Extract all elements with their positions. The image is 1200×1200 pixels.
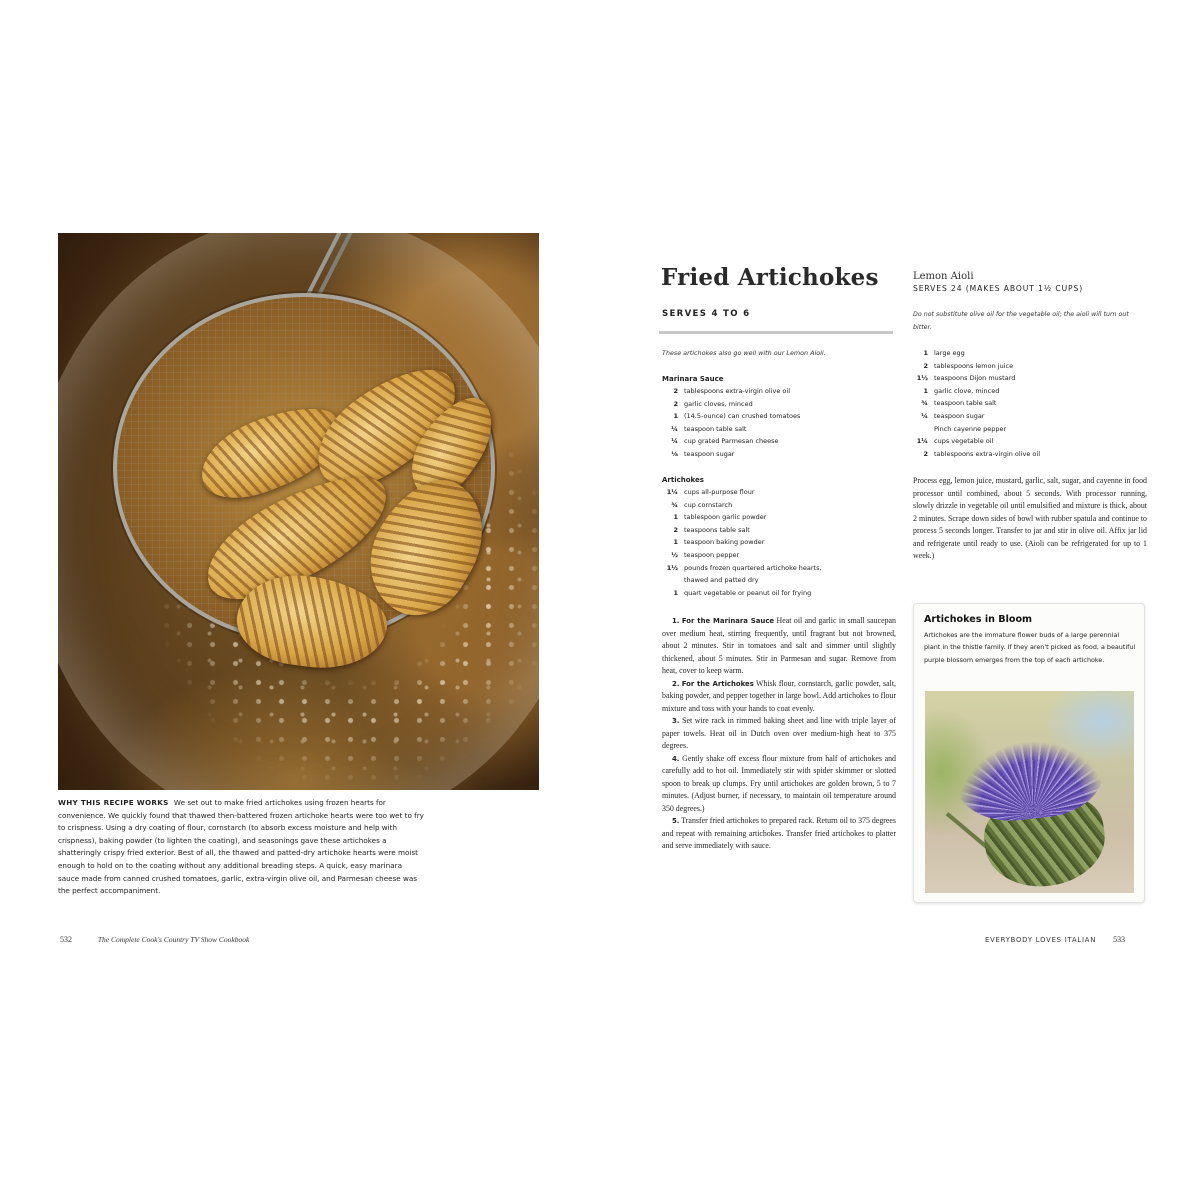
ingredient-row (662, 385, 892, 398)
ingredient-row (912, 372, 1147, 385)
ingredient-qty: 2 (923, 449, 928, 458)
ingredient-row (662, 499, 892, 512)
ingredient-qty: 2 (923, 361, 928, 370)
ingredient-item: cups vegetable oil (934, 437, 994, 446)
ingredient-row (912, 347, 1147, 360)
ingredient-item: teaspoons Dijon mustard (934, 374, 1016, 383)
step-text: Whisk flour, cornstarch, garlic powder, salt, baking powder, and pepper together in large bowl. Add artichokes to flour mixture and toss with your hands to coat evenly. (662, 678, 896, 713)
ingredient-row (662, 587, 892, 600)
ingredient-row (912, 423, 1147, 436)
aioli-note: Do not substitute olive oil for the vegetable oil; the aioli will turn out bitter. (913, 311, 1129, 331)
method-step (662, 715, 896, 753)
ingredient-row (662, 574, 892, 587)
method-step (662, 815, 896, 853)
step-number: 3. (672, 717, 680, 725)
ingredient-row (662, 435, 892, 448)
ingredient-qty: ¾ (921, 399, 928, 408)
marinara-ingredients (662, 375, 892, 461)
ingredient-qty: ¼ (671, 424, 678, 433)
ingredient-row (662, 524, 892, 537)
ingredient-item: tablespoons lemon juice (934, 361, 1014, 370)
ingredient-item: teaspoon baking powder (684, 538, 765, 547)
recipe-title: Fried Artichokes (661, 264, 879, 291)
artichoke-ingredients (662, 476, 892, 599)
ingredient-item: cups all-purpose flour (684, 488, 755, 496)
ingredient-item: teaspoons table salt (684, 525, 750, 534)
ingredient-qty: 2 (673, 387, 678, 395)
ingredient-row (912, 410, 1147, 423)
ingredient-qty: 1¼ (666, 488, 678, 496)
ingredient-row (662, 549, 892, 562)
ingredient-item: garlic cloves, minced (684, 399, 753, 408)
artichoke-flower-photo (925, 691, 1134, 893)
ingredient-row (662, 511, 892, 524)
ingredient-qty: ¼ (671, 437, 678, 446)
ingredient-qty: 1 (673, 588, 678, 597)
method-step (662, 753, 896, 816)
ingredient-qty: 1½ (666, 563, 678, 572)
step-lead: For the Artichokes (681, 679, 754, 688)
ingredients-heading: Marinara Sauce (662, 375, 724, 383)
step-lead: For the Marinara Sauce (681, 617, 775, 625)
ingredient-item: tablespoon garlic powder (684, 513, 767, 522)
spider-skimmer (113, 293, 495, 643)
recipe-serves: SERVES 4 TO 6 (662, 309, 751, 319)
ingredient-qty: 1 (673, 513, 678, 522)
ingredient-row (912, 385, 1147, 398)
ingredient-item: thawed and patted dry (684, 576, 759, 585)
ingredient-item: teaspoon table salt (684, 424, 747, 433)
artichokes-in-bloom-sidebar (913, 603, 1145, 903)
ingredient-item: pounds frozen quartered artichoke hearts, (684, 563, 822, 572)
ingredient-qty: 1½ (916, 374, 928, 383)
step-text: Heat oil and garlic in small saucepan over medium heat, stirring frequently, until fragrant but not browned, about 2 minutes. Stir in tomatoes and salt and simmer until slightly thickened, about 5 minutes. Stir in Parmesan and sugar. Remove from heat, cover to keep warm. (662, 616, 896, 675)
ingredient-row (662, 562, 892, 575)
page-number-right: 533 (1113, 935, 1126, 944)
ingredient-qty: ¼ (921, 411, 928, 420)
ingredient-row (662, 448, 892, 461)
ingredient-item: garlic clove, minced (934, 386, 1000, 395)
method-step (662, 615, 896, 678)
aioli-method: Process egg, lemon juice, mustard, garlic, salt, sugar, and cayenne in food processor until combined, about 5 seconds. With processor running, slowly drizzle in vegetable oil until emulsified and mixture is thick, about 2 minutes. Scrape down sides of bowl with rubber spatula and continue to process 5 seconds longer. Transfer to jar and stir in olive oil. Affix jar lid and refrigerate until ready to use. (Aioli can be refrigerated for up to 1 week.) (913, 476, 1147, 560)
step-text: Transfer fried artichokes to prepared rack. Return oil to 375 degrees and repeat with remaining artichokes. Transfer fried artichokes to platter and serve immediately with sauce. (662, 816, 896, 850)
step-number: 1. (672, 617, 680, 625)
ingredient-qty: 1 (923, 349, 928, 357)
ingredient-item: (14.5-ounce) can crushed tomatoes (684, 412, 801, 421)
ingredient-row (662, 423, 892, 436)
aioli-ingredients (912, 347, 1147, 460)
step-number: 4. (672, 754, 680, 763)
ingredient-item: quart vegetable or peanut oil for frying (684, 588, 812, 597)
step-number: 5. (672, 817, 680, 825)
ingredient-item: teaspoon sugar (934, 411, 985, 420)
ingredient-row (912, 435, 1147, 448)
ingredient-qty (912, 423, 934, 436)
page-number-left: 532 (60, 935, 72, 944)
why-this-recipe-works (58, 797, 424, 898)
ingredients-heading: Artichokes (662, 476, 704, 484)
right-footer (985, 935, 1125, 944)
ingredient-qty: 2 (673, 525, 678, 534)
ingredient-qty: 2 (673, 399, 678, 408)
sidebar-text: Artichokes are the immature flower buds of a large perennial plant in the thistle family. If they aren't picked as food, a beautiful purple blossom emerges from the top of each artichoke. (924, 631, 1136, 664)
recipe-intro: These artichokes also go well with our Lemon Aioli. (662, 349, 826, 357)
ingredient-row (912, 360, 1147, 373)
ingredient-item: teaspoon table salt (934, 399, 997, 408)
ingredient-row (662, 398, 892, 411)
ingredient-item: Pinch cayenne pepper (934, 424, 1007, 433)
ingredient-row (912, 448, 1147, 461)
method-step (662, 678, 896, 716)
why-works-body: We set out to make fried artichokes using frozen hearts for convenience. We quickly found that thawed then-battered frozen artichoke hearts were too wet to fry to crispness. Using a dry coating of flour, cornstarch (to absorb excess moisture and help with crispness), baking powder (to lighten the coating), and seasonings gave these artichokes a shatteringly crispy fried exterior. Best of all, the thawed and patted-dry artichoke hearts were moist enough to hold on to the coating without any additional breading steps. A quick, easy marinara sauce made from canned crushed tomatoes, garlic, extra-virgin olive oil, and Parmesan cheese was the perfect accompaniment. (58, 798, 424, 896)
step-text: Gently shake off excess flour mixture from half of artichokes and carefully add to hot oil. Immediately stir with spider skimmer or slotted spoon to break up clumps. Fry until artichokes are golden brown, 5 to 7 minutes. (Adjust burner, if necessary, to maintain oil temperature around 350 degrees.) (662, 753, 896, 813)
ingredient-item: tablespoons extra-virgin olive oil (934, 449, 1041, 458)
ingredient-qty: ⅛ (671, 449, 678, 458)
ingredient-qty: 1 (673, 412, 678, 421)
ingredient-qty: 1 (923, 386, 928, 395)
ingredient-qty: ¾ (671, 500, 678, 509)
ingredient-row (912, 397, 1147, 410)
ingredient-row (662, 536, 892, 549)
ingredient-item: teaspoon pepper (684, 550, 740, 559)
ingredient-item: cup grated Parmesan cheese (684, 437, 779, 446)
title-divider (659, 331, 893, 334)
ingredient-item: cup cornstarch (684, 500, 733, 509)
aioli-serves: SERVES 24 (MAKES ABOUT 1½ CUPS) (913, 284, 1084, 293)
ingredient-row (662, 486, 892, 499)
ingredient-qty (662, 574, 684, 587)
section-name: EVERYBODY LOVES ITALIAN (985, 936, 1097, 944)
ingredient-qty: ½ (671, 550, 678, 559)
left-footer (60, 935, 249, 944)
ingredient-item: large egg (934, 349, 965, 357)
book-title: The Complete Cook's Country TV Show Cookbook (97, 935, 250, 944)
recipe-method (662, 615, 896, 853)
step-text: Set wire rack in rimmed baking sheet and line with triple layer of paper towels. Heat oil in Dutch oven over medium-high heat to 375 degrees. (662, 716, 896, 750)
ingredient-item: tablespoons extra-virgin olive oil (684, 387, 791, 395)
fried-artichokes-photo (58, 233, 539, 790)
ingredient-row (662, 410, 892, 423)
ingredient-qty: 1 (673, 538, 678, 547)
aioli-title: Lemon Aioli (913, 271, 974, 282)
sidebar-title: Artichokes in Bloom (924, 614, 1033, 625)
ingredient-item: teaspoon sugar (684, 449, 735, 458)
why-works-lead: WHY THIS RECIPE WORKS (58, 798, 169, 807)
step-number: 2. (672, 679, 680, 688)
ingredient-qty: 1¼ (916, 437, 928, 446)
